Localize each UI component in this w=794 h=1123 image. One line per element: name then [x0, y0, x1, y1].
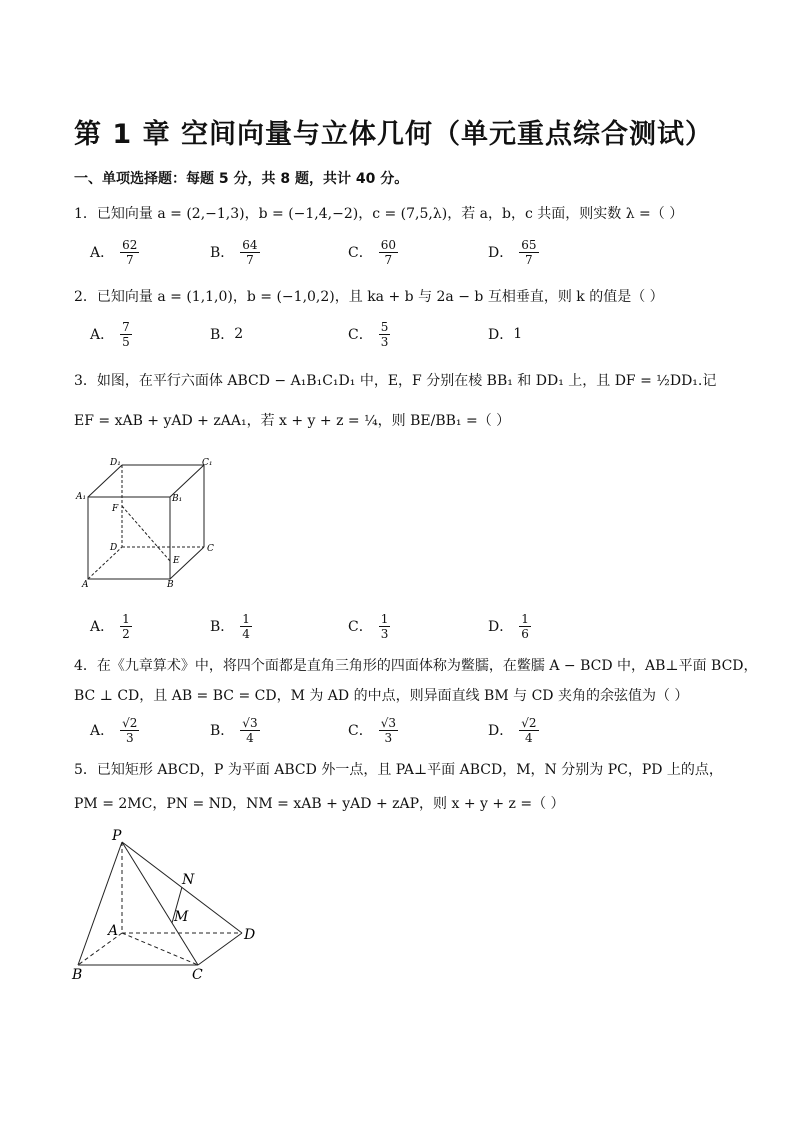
question-5-text-line2: PM = 2MC，PN = ND，NM = xAB + yAD + zAP，则 x + y + z =（ ）	[74, 796, 565, 812]
parallelepiped-figure	[74, 455, 224, 590]
option-label: D．	[488, 619, 514, 635]
denominator: 2	[122, 626, 130, 641]
fraction	[379, 320, 391, 349]
fraction	[379, 716, 398, 745]
option-b[interactable]	[210, 316, 243, 352]
option-a[interactable]	[90, 712, 139, 748]
label-c1: C₁	[202, 458, 213, 468]
denominator: 6	[521, 626, 529, 641]
option-c[interactable]	[348, 712, 398, 748]
option-a[interactable]	[90, 316, 132, 352]
denominator: 4	[525, 730, 533, 745]
option-d[interactable]	[488, 234, 539, 270]
option-c[interactable]	[348, 608, 390, 644]
label-a: A	[82, 580, 89, 590]
label-b: B	[167, 580, 174, 590]
option-label: C．	[348, 327, 373, 343]
option-label: C．	[348, 245, 373, 261]
question-3-text-line2: EF = xAB + yAD + zAA₁，若 x + y + z = ¼，则 BE/BB₁ =（ ）	[74, 413, 511, 429]
numerator: √3	[380, 715, 396, 730]
denominator: 7	[525, 252, 533, 267]
fraction	[120, 320, 132, 349]
label-b: B	[72, 967, 83, 983]
option-c[interactable]	[348, 234, 398, 270]
option-label: C．	[348, 619, 373, 635]
option-d[interactable]	[488, 316, 522, 352]
question-4-text-line1: 4．在《九章算术》中，将四个面都是直角三角形的四面体称为鳖臑，在鳖臑 A − BCD 中，AB⊥平面 BCD，	[74, 658, 758, 674]
numerator: 1	[521, 611, 529, 626]
section-heading: 一、单项选择题：每题 5 分，共 8 题，共计 40 分。	[74, 171, 409, 187]
numerator: 1	[242, 611, 250, 626]
option-d[interactable]	[488, 712, 539, 748]
option-label: A．	[90, 327, 115, 343]
option-label: D．	[488, 245, 514, 261]
option-label: B．	[210, 723, 235, 739]
question-1-options	[90, 234, 610, 274]
numerator: 7	[122, 319, 130, 334]
label-m: M	[174, 909, 189, 925]
fraction	[519, 238, 538, 267]
question-3-options	[90, 608, 610, 648]
question-5-text-line1: 5．已知矩形 ABCD，P 为平面 ABCD 外一点，且 PA⊥平面 ABCD，M，N 分别为 PC，PD 上的点，	[74, 762, 723, 778]
option-value: 1	[513, 326, 523, 342]
option-a[interactable]	[90, 234, 139, 270]
denominator: 3	[384, 730, 393, 745]
denominator: 7	[384, 252, 393, 267]
label-b1: B₁	[172, 494, 183, 504]
fraction	[240, 612, 252, 641]
question-4-text-line2: BC ⊥ CD，且 AB = BC = CD，M 为 AD 的中点，则异面直线 BM 与 CD 夹角的余弦值为（ ）	[74, 688, 689, 704]
option-b[interactable]	[210, 712, 260, 748]
option-value: 2	[234, 326, 244, 342]
label-d: D	[244, 927, 256, 943]
option-label: B．	[210, 327, 235, 343]
label-d: D	[110, 543, 118, 553]
numerator: 62	[122, 237, 138, 252]
denominator: 7	[246, 252, 254, 267]
numerator: 5	[380, 319, 389, 334]
numerator: 65	[521, 237, 537, 252]
question-4-options	[90, 712, 610, 752]
numerator: 64	[242, 237, 258, 252]
fraction	[240, 238, 259, 267]
label-f: F	[112, 504, 119, 514]
fraction	[379, 238, 398, 267]
label-p: P	[112, 828, 122, 844]
numerator: 1	[122, 611, 130, 626]
option-label: D．	[488, 723, 514, 739]
fraction	[120, 612, 132, 641]
question-2-text: 2．已知向量 a = (1,1,0)，b = (−1,0,2)，且 ka + b 与 2a − b 互相垂直，则 k 的值是（ ）	[74, 289, 664, 305]
numerator: 60	[380, 237, 396, 252]
label-a1: A₁	[76, 492, 87, 502]
option-label: A．	[90, 723, 115, 739]
denominator: 3	[380, 334, 389, 349]
option-label: D．	[488, 327, 514, 343]
question-2-options	[90, 316, 610, 356]
label-e: E	[173, 556, 180, 566]
option-b[interactable]	[210, 608, 252, 644]
fraction	[120, 238, 139, 267]
option-label: C．	[348, 723, 373, 739]
option-label: B．	[210, 245, 235, 261]
numerator: √3	[242, 715, 258, 730]
fraction	[120, 716, 139, 745]
fraction	[519, 716, 538, 745]
label-a: A	[108, 923, 119, 939]
fraction	[379, 612, 391, 641]
option-d[interactable]	[488, 608, 531, 644]
pyramid-figure	[70, 825, 270, 985]
question-1-text: 1．已知向量 a = (2,−1,3)，b = (−1,4,−2)，c = (7,5,λ)，若 a，b，c 共面，则实数 λ =（ ）	[74, 206, 684, 222]
question-3-text-line1: 3．如图，在平行六面体 ABCD − A₁B₁C₁D₁ 中，E，F 分别在棱 BB₁ 和 DD₁ 上，且 DF = ½DD₁.记	[74, 373, 717, 389]
denominator: 7	[125, 252, 134, 267]
option-label: A．	[90, 245, 115, 261]
label-c: C	[207, 544, 214, 554]
option-c[interactable]	[348, 316, 390, 352]
denominator: 4	[246, 730, 254, 745]
option-b[interactable]	[210, 234, 260, 270]
fraction	[240, 716, 259, 745]
fraction	[519, 612, 531, 641]
label-c: C	[192, 967, 203, 983]
numerator: √2	[122, 715, 138, 730]
option-label: B．	[210, 619, 235, 635]
numerator: 1	[380, 611, 389, 626]
label-n: N	[182, 872, 195, 888]
label-d1: D₁	[110, 458, 121, 468]
denominator: 5	[122, 334, 130, 349]
denominator: 3	[125, 730, 134, 745]
denominator: 4	[242, 626, 250, 641]
denominator: 3	[380, 626, 389, 641]
option-label: A．	[90, 619, 115, 635]
option-a[interactable]	[90, 608, 132, 644]
page-title: 第 1 章 空间向量与立体几何（单元重点综合测试）	[74, 119, 713, 150]
numerator: √2	[521, 715, 537, 730]
